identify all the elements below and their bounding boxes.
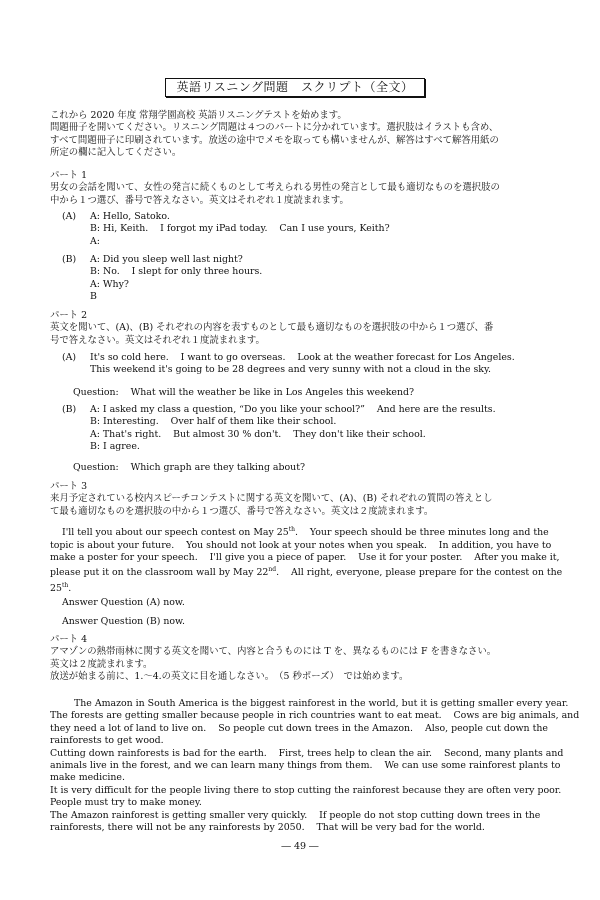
dialogue-line: B: Hi, Keith. I forgot my iPad today. Can I use yours, Keith? xyxy=(90,223,390,235)
intro-section xyxy=(50,110,555,160)
intro-line: すべて問題冊子に印刷されています。放送の途中でメモを取っても構いませんが、解答はすべて解答用紙の xyxy=(50,134,499,146)
item-label: (A) xyxy=(62,211,77,222)
intro-line: 問題冊子を開いてください。リスニング問題は４つのパートに分かれています。選択肢はイラストも含め、 xyxy=(50,122,499,134)
dialogue-line: A: That's right. But almost 30 % don't. They don't like their school. xyxy=(90,428,426,440)
part1-section xyxy=(50,170,555,207)
part3-section xyxy=(50,481,555,518)
part1-heading: パート 1 xyxy=(50,170,88,181)
dialogue-line: A: xyxy=(90,235,100,247)
passage-line: 25th. xyxy=(50,581,72,594)
part1-instruction: 男女の会話を聞いて、女性の発言に続くものとして考えられる男性の発言として最も適切なものを選択肢の xyxy=(50,182,500,194)
dialogue-line: A: I asked my class a question, “Do you like your school?” And here are the results. xyxy=(90,404,496,415)
part3-question-a xyxy=(50,597,555,609)
answer-prompt: Answer Question (A) now. xyxy=(62,597,185,608)
passage-line: I'll tell you about our speech contest on May 25th. Your speech should be three minutes long and the xyxy=(62,526,549,539)
part2-instruction: 号で答えなさい。英文はそれぞれ１度読まれます。 xyxy=(50,334,265,346)
dialogue-line: B xyxy=(90,291,97,303)
passage-line: The forests are getting smaller because people in rich countries want to eat meat. Cows are big animals, and xyxy=(50,710,580,722)
question-line: Question: Which graph are they talking about? xyxy=(73,462,305,473)
passage-line: they need a lot of land to live on. So people cut down trees in the Amazon. Also, people cut down the xyxy=(50,722,548,734)
passage-line: animals live in the forest, and we can learn many things from them. We can use some rainforest plants to xyxy=(50,760,561,772)
passage-line: make a poster for your speech. I'll give you a piece of paper. Use it for your poster. After you make it, xyxy=(50,551,560,563)
passage-line: This weekend it's going to be 28 degrees and very sunny with not a cloud in the sky. xyxy=(90,364,491,376)
passage-line: rainforests to get wood. xyxy=(50,735,164,747)
part3-instruction: て最も適切なものを選択肢の中から１つ選び、番号で答えなさい。英文は２度読まれます。 xyxy=(50,505,434,517)
intro-line: これから 2020 年度 常翔学園高校 英語リスニングテストを始めます。 xyxy=(50,110,347,121)
part2-instruction: 英文を聞いて、(A)、(B) それぞれの内容を表すものとして最も適切なものを選択肢の中から１つ選び、番 xyxy=(50,322,494,334)
passage-line: It's so cold here. I want to go overseas. Look at the weather forecast for Los Angeles. xyxy=(90,352,515,363)
dialogue-line: B: Interesting. Over half of them like their school. xyxy=(90,416,337,428)
answer-prompt: Answer Question (B) now. xyxy=(62,616,185,627)
item-label: (A) xyxy=(62,352,77,363)
dialogue-line: A: Hello, Satoko. xyxy=(90,211,170,222)
part4-passage xyxy=(50,698,580,834)
intro-line: 所定の欄に記入してください。 xyxy=(50,147,182,159)
passage-line: make medicine. xyxy=(50,772,125,784)
part2-heading: パート 2 xyxy=(50,310,88,321)
part1-instruction: 中から１つ選び、番号で答えなさい。英文はそれぞれ１度読まれます。 xyxy=(50,194,349,206)
item-label: (B) xyxy=(62,254,77,265)
item-label: (B) xyxy=(62,404,77,415)
page-number: ― 49 ― xyxy=(281,841,319,852)
passage-line: topic is about your future. You should not look at your notes when you speak. In addition, you have to xyxy=(50,539,552,551)
passage-line: It is very difficult for the people living there to stop cutting the rainforest because they are often very poor. xyxy=(50,784,562,796)
part2-section xyxy=(50,310,555,347)
passage-line: The Amazon in South America is the biggest rainforest in the world, but it is getting smaller every year. xyxy=(74,698,569,709)
part4-section xyxy=(50,634,555,684)
passage-line: please put it on the classroom wall by May 22nd. All right, everyone, please prepare for the contest on the xyxy=(50,566,563,579)
part4-instruction: アマゾンの熱帯雨林に関する英文を聞いて、内容と合うものには T を、異なるものには F を書きなさい。 xyxy=(50,646,497,658)
passage-line: People must try to make money. xyxy=(50,797,202,809)
question-line: Question: What will the weather be like in Los Angeles this weekend? xyxy=(73,387,415,398)
dialogue-line: A: Did you sleep well last night? xyxy=(90,254,243,265)
passage-line: Cutting down rainforests is bad for the earth. First, trees help to clean the air. Second, many plants and xyxy=(50,747,564,759)
part4-instruction: 英文は２度読まれます。 xyxy=(50,658,153,670)
passage-line: rainforests, there will not be any rainforests by 2050. That will be very bad for the world. xyxy=(50,822,485,834)
dialogue-line: B: I agree. xyxy=(90,441,140,453)
part3-instruction: 来月予定されている校内スピーチコンテストに関する英文を聞いて、(A)、(B) それぞれの質問の答えとし xyxy=(50,493,493,505)
part3-passage xyxy=(50,524,563,595)
page-title: 英語リスニング問題 スクリプト（全文） xyxy=(165,78,425,97)
part3-heading: パート 3 xyxy=(50,481,88,492)
dialogue-line: B: No. I slept for only three hours. xyxy=(90,266,263,278)
dialogue-line: A: Why? xyxy=(90,278,129,290)
passage-line: The Amazon rainforest is getting smaller very quickly. If people do not stop cutting down trees in the xyxy=(50,809,541,821)
part4-instruction: 放送が始まる前に、1.〜4.の英文に目を通しなさい。 （5 秒ポーズ） では始めます。 xyxy=(50,671,409,683)
part3-question-b xyxy=(50,616,555,628)
part4-heading: パート 4 xyxy=(50,634,88,645)
